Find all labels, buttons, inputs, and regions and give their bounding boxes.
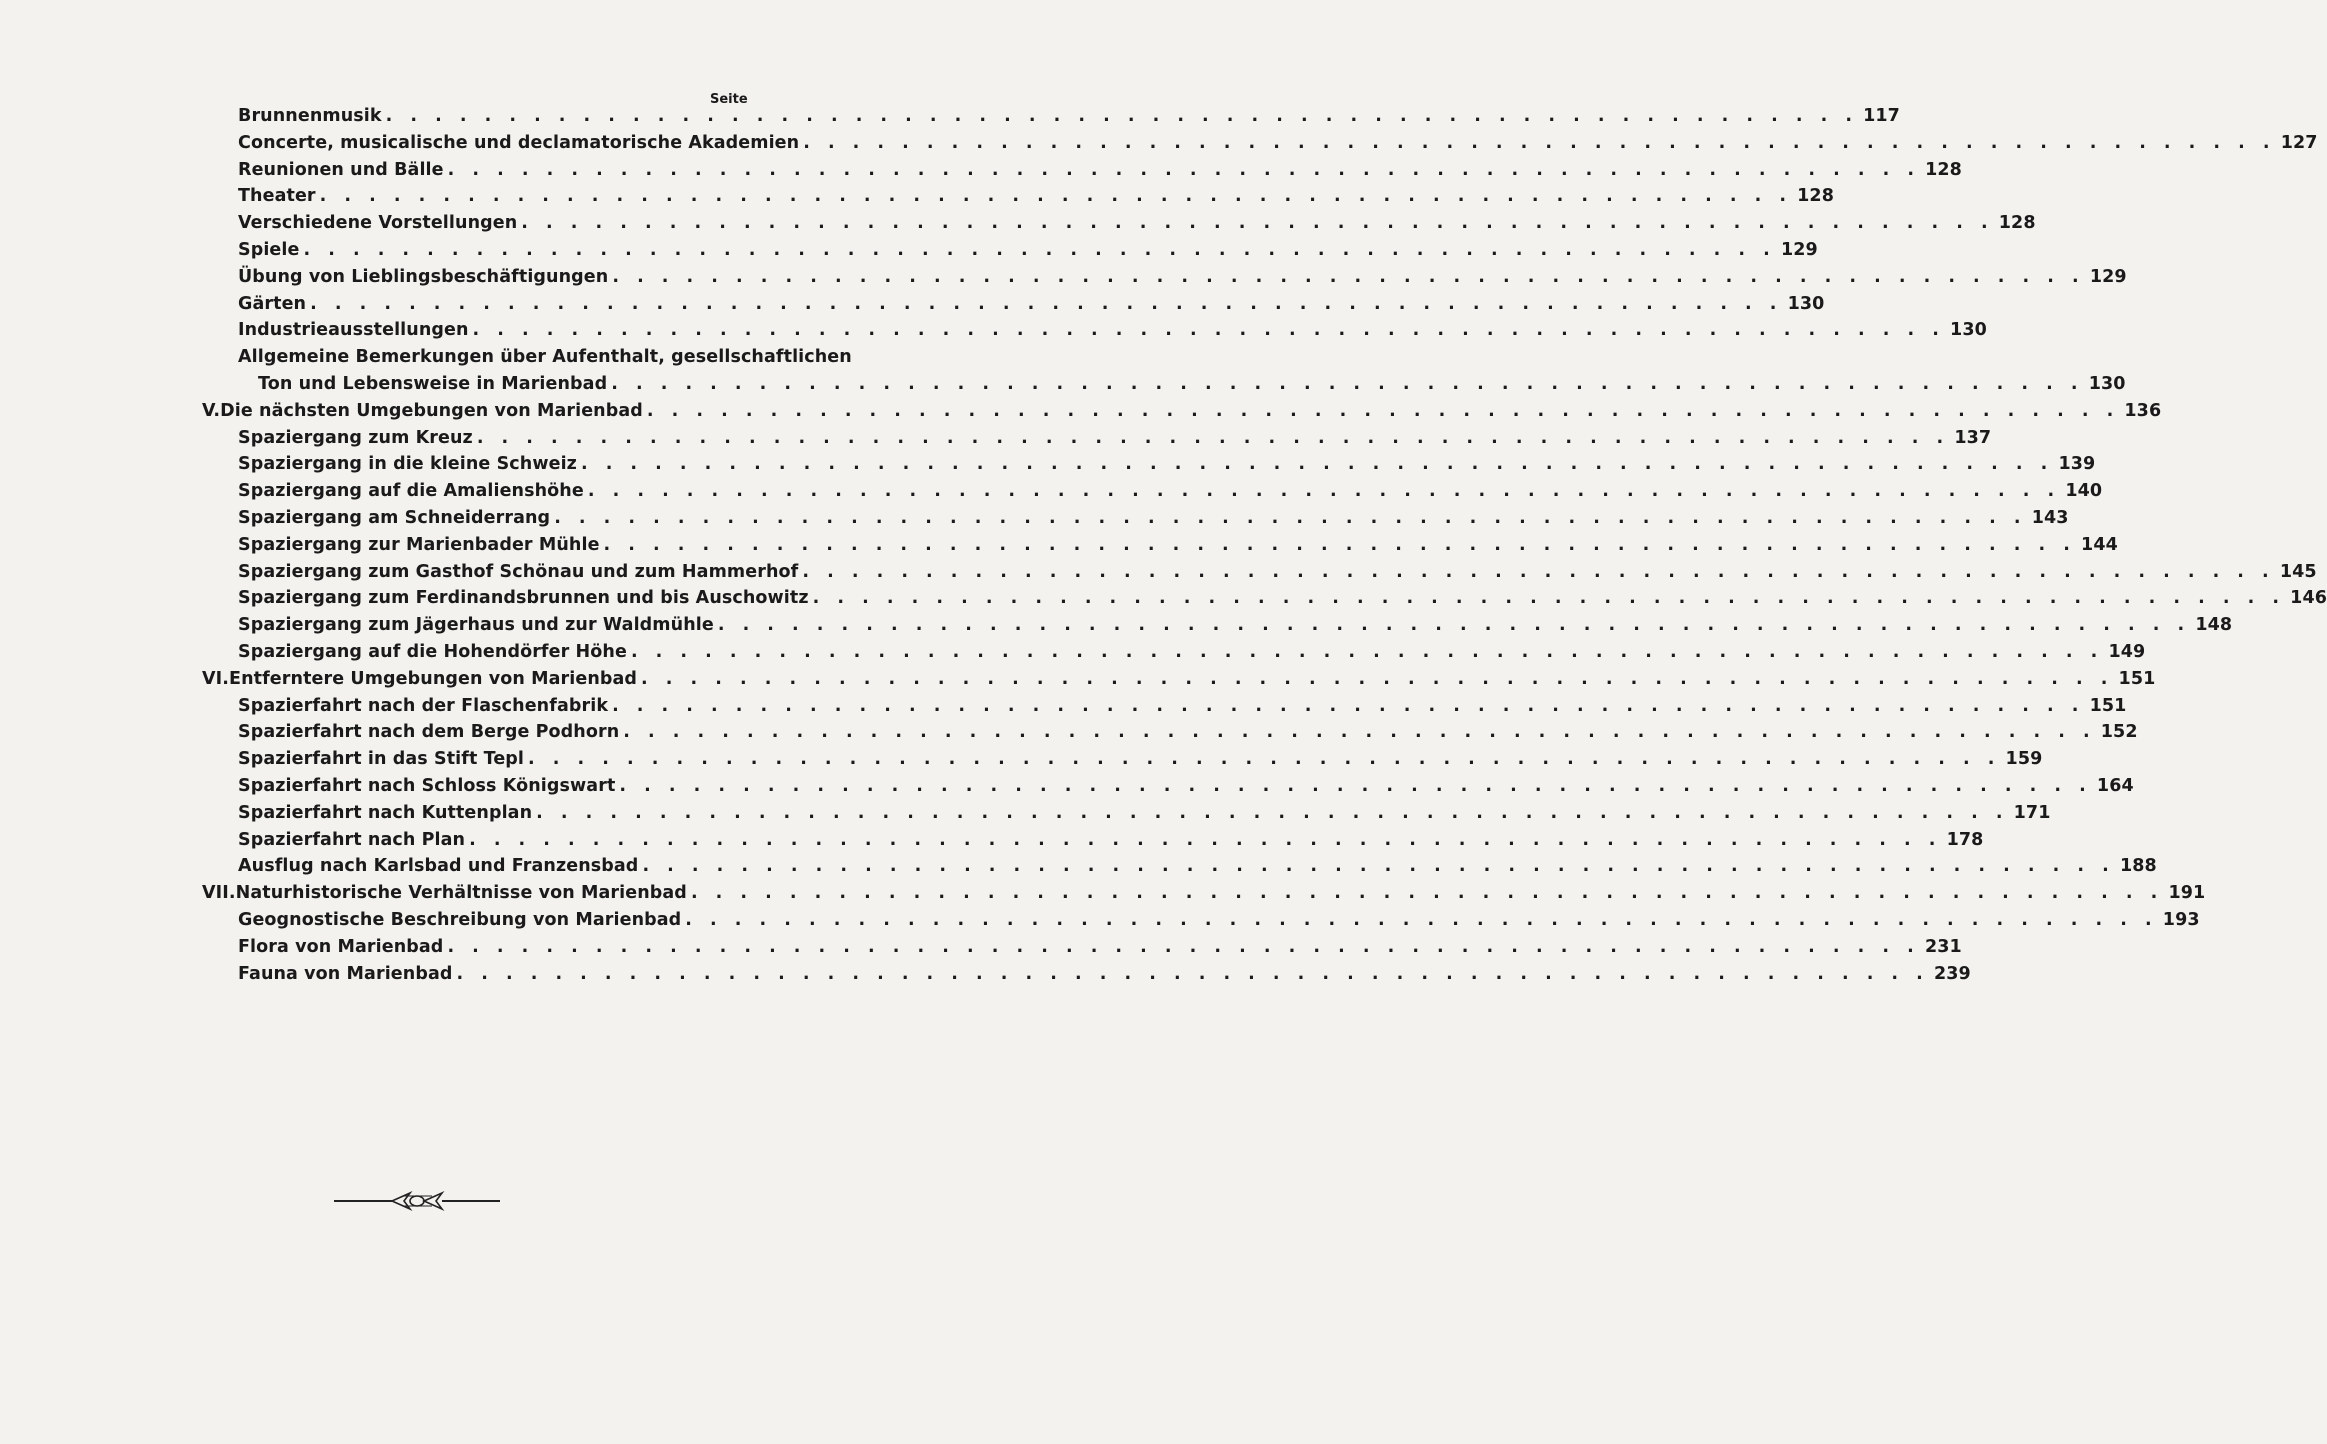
dot-leader: . . . . . . . . . . . . . . . . . . . . . . . . . . . . . . . . . . . . . . . . . . . . . . . . . . . . . . . . . . . .: [456, 963, 1929, 984]
toc-entry: [238, 613, 2233, 638]
section-number: VI.: [202, 668, 230, 689]
dot-leader: . . . . . . . . . . . . . . . . . . . . . . . . . . . . . . . . . . . . . . . . . . . . . . . . . . . . . . . . . . . .: [717, 615, 2191, 636]
page-number: 171: [2013, 802, 2051, 823]
toc-entry: [238, 774, 2134, 799]
dot-leader: . . . . . . . . . . . . . . . . . . . . . . . . . . . . . . . . . . . . . . . . . . . . . . . . . . . . . . . . . . . .: [623, 722, 2096, 743]
page-column-header: Seite: [710, 92, 748, 107]
toc-entry: [238, 211, 2036, 236]
page-number: 145: [2279, 561, 2317, 582]
dot-leader: . . . . . . . . . . . . . . . . . . . . . . . . . . . . . . . . . . . . . . . . . . . . . . . . . . . . . . . . . . . .: [447, 159, 1920, 180]
page-number: 151: [2089, 695, 2127, 716]
entry-title: Spaziergang auf die Amalienshöhe: [238, 481, 584, 502]
entry-title: Allgemeine Bemerkungen über Aufenthalt, gesellschaftlichen: [238, 347, 852, 368]
entry-title: Geognostische Beschreibung von Marienbad: [238, 910, 682, 930]
toc-entry: [238, 908, 2200, 933]
entry-title: Brunnenmusik: [238, 106, 382, 126]
toc-entry: [238, 104, 1900, 129]
toc-entry: [238, 131, 2318, 156]
page-number: 130: [1950, 320, 1987, 341]
dot-leader: . . . . . . . . . . . . . . . . . . . . . . . . . . . . . . . . . . . . . . . . . . . . . . . . . . . . . . . . . . . .: [554, 508, 2027, 528]
entry-title: Spazierfahrt nach dem Berge Podhorn: [238, 722, 620, 743]
entry-title: Die nächsten Umgebungen von Marienbad: [220, 400, 643, 421]
dot-leader: . . . . . . . . . . . . . . . . . . . . . . . . . . . . . . . . . . . . . . . . . . . . . . . . . . . . . . . . . . . .: [603, 534, 2076, 555]
dot-leader: . . . . . . . . . . . . . . . . . . . . . . . . . . . . . . . . . . . . . . . . . . . . . . . . . . . . . . . . . . . .: [469, 829, 1942, 850]
page-number: 164: [2096, 776, 2134, 796]
dot-leader: . . . . . . . . . . . . . . . . . . . . . . . . . . . . . . . . . . . . . . . . . . . . . . . . . . . . . . . . . . . .: [310, 293, 1783, 314]
page-number: 144: [2081, 534, 2118, 555]
page-number: 239: [1933, 963, 1971, 984]
toc-entry: [238, 292, 1825, 317]
dot-leader: . . . . . . . . . . . . . . . . . . . . . . . . . . . . . . . . . . . . . . . . . . . . . . . . . . . . . . . . . . . .: [580, 454, 2054, 475]
page-number: 127: [2280, 132, 2318, 153]
toc-entry: [238, 828, 1984, 853]
page-number: 178: [1946, 829, 1984, 850]
page-number: 139: [2058, 454, 2096, 475]
toc-entry: [238, 506, 2069, 531]
dot-leader: . . . . . . . . . . . . . . . . . . . . . . . . . . . . . . . . . . . . . . . . . . . . . . . . . . . . . . . . . . . .: [642, 856, 2115, 877]
page-number: 140: [2065, 481, 2103, 502]
entry-title: Spazierfahrt nach der Flaschenfabrik: [238, 695, 609, 716]
dot-leader: . . . . . . . . . . . . . . . . . . . . . . . . . . . . . . . . . . . . . . . . . . . . . . . . . . . . . . . . . . . .: [476, 427, 1950, 448]
toc-entry: [238, 184, 1834, 209]
entry-title: Gärten: [238, 293, 307, 314]
dot-leader: . . . . . . . . . . . . . . . . . . . . . . . . . . . . . . . . . . . . . . . . . . . . . . . . . . . . . . . . . . . .: [612, 266, 2085, 287]
ornament-icon: [332, 1186, 502, 1216]
entry-title: Verschiedene Vorstellungen: [238, 213, 518, 234]
dot-leader: . . . . . . . . . . . . . . . . . . . . . . . . . . . . . . . . . . . . . . . . . . . . . . . . . . . . . . . . . . . .: [646, 400, 2120, 421]
page-number: 148: [2195, 615, 2233, 636]
dot-leader: . . . . . . . . . . . . . . . . . . . . . . . . . . . . . . . . . . . . . . . . . . . . . . . . . . . . . . . . . . . .: [802, 561, 2275, 582]
toc-entry: [238, 801, 2051, 826]
dot-leader: . . . . . . . . . . . . . . . . . . . . . . . . . . . . . . . . . . . . . . . . . . . . . . . . . . . . . . . . . . . .: [641, 668, 2114, 689]
dot-leader: . . . . . . . . . . . . . . . . . . . . . . . . . . . . . . . . . . . . . . . . . . . . . . . . . . . . . . . . . . . .: [690, 883, 2164, 904]
toc-entry: [202, 881, 2206, 906]
page-number: 130: [1787, 293, 1825, 314]
dot-leader: . . . . . . . . . . . . . . . . . . . . . . . . . . . . . . . . . . . . . . . . . . . . . . . . . . . . . . . . . . . .: [521, 213, 1994, 234]
entry-title: Industrieausstellungen: [238, 320, 469, 341]
dot-leader: . . . . . . . . . . . . . . . . . . . . . . . . . . . . . . . . . . . . . . . . . . . . . . . . . . . . . . . . . . . .: [472, 320, 1945, 341]
toc-entry: [238, 452, 2096, 477]
dot-leader: . . . . . . . . . . . . . . . . . . . . . . . . . . . . . . . . . . . . . . . . . . . . . . . . . . . . . . . . . . . .: [319, 186, 1792, 207]
page-number: 151: [2118, 668, 2156, 689]
entry-title: Reunionen und Bälle: [238, 159, 444, 180]
toc-entry: [238, 560, 2317, 585]
section-number: V.: [202, 400, 221, 421]
dot-leader: . . . . . . . . . . . . . . . . . . . . . . . . . . . . . . . . . . . . . . . . . . . . . . . . . . . . . . . . . . . .: [612, 695, 2085, 716]
toc-entry: [238, 158, 1962, 183]
page-number: 137: [1954, 427, 1992, 448]
entry-title: Concerte, musicalische und declamatorische Akademien: [238, 132, 800, 153]
dot-leader: . . . . . . . . . . . . . . . . . . . . . . . . . . . . . . . . . . . . . . . . . . . . . . . . . . . . . . . . . . . .: [630, 642, 2104, 662]
entry-title: Theater: [238, 186, 316, 207]
toc-entry: [238, 318, 1987, 343]
page-number: 128: [1998, 213, 2036, 234]
entry-title: Ton und Lebensweise in Marienbad: [258, 374, 608, 394]
dot-leader: . . . . . . . . . . . . . . . . . . . . . . . . . . . . . . . . . . . . . . . . . . . . . . . . . . . . . . . . . . . .: [812, 588, 2286, 609]
toc-entry: [238, 747, 2043, 772]
page-number: 152: [2100, 722, 2138, 743]
page-number: 143: [2031, 508, 2069, 528]
entry-title: Entferntere Umgebungen von Marienbad: [229, 668, 638, 689]
toc-entry: [238, 238, 1818, 263]
page-number: 231: [1924, 936, 1962, 957]
page-number: 136: [2124, 400, 2162, 421]
entry-title: Spaziergang in die kleine Schweiz: [238, 454, 577, 475]
dot-leader: . . . . . . . . . . . . . . . . . . . . . . . . . . . . . . . . . . . . . . . . . . . . . . . . . . . . . . . . . . . .: [587, 481, 2061, 502]
entry-title: Ausflug nach Karlsbad und Franzensbad: [238, 856, 639, 877]
toc-entry: [238, 586, 2327, 611]
page-number: 117: [1863, 106, 1900, 126]
page-number: 129: [1780, 240, 1818, 260]
entry-title: Spaziergang am Schneiderrang: [238, 508, 551, 528]
page-number: 146: [2290, 588, 2327, 609]
dot-leader: . . . . . . . . . . . . . . . . . . . . . . . . . . . . . . . . . . . . . . . . . . . . . . . . . . . . . . . . . . . .: [619, 776, 2092, 796]
entry-title: Spazierfahrt nach Schloss Königswart: [238, 776, 616, 796]
page-number: 128: [1797, 186, 1834, 207]
entry-title: Spaziergang zur Marienbader Mühle: [238, 534, 600, 555]
toc-entry: [238, 265, 2127, 290]
toc-entry: [238, 479, 2103, 504]
section-number: VII.: [202, 883, 236, 904]
dot-leader: . . . . . . . . . . . . . . . . . . . . . . . . . . . . . . . . . . . . . . . . . . . . . . . . . . . . . . . . . . . .: [303, 240, 1776, 260]
entry-title: Fauna von Marienbad: [238, 963, 453, 984]
toc-entry: [238, 640, 2146, 665]
dot-leader: . . . . . . . . . . . . . . . . . . . . . . . . . . . . . . . . . . . . . . . . . . . . . . . . . . . . . . . . . . . .: [528, 749, 2001, 770]
dot-leader: . . . . . . . . . . . . . . . . . . . . . . . . . . . . . . . . . . . . . . . . . . . . . . . . . . . . . . . . . . . .: [685, 910, 2158, 930]
entry-title: Spaziergang auf die Hohendörfer Höhe: [238, 642, 627, 662]
toc-entry: [238, 426, 1992, 451]
toc-entry: [202, 667, 2156, 692]
page-number: 128: [1925, 159, 1962, 180]
toc-entry: [258, 372, 2126, 397]
entry-title: Spaziergang zum Gasthof Schönau und zum Hammerhof: [238, 561, 799, 582]
entry-title: Spazierfahrt nach Kuttenplan: [238, 802, 533, 823]
page-number: 129: [2089, 266, 2127, 287]
dot-leader: . . . . . . . . . . . . . . . . . . . . . . . . . . . . . . . . . . . . . . . . . . . . . . . . . . . . . . . . . . . .: [447, 936, 1920, 957]
toc-entry: [238, 345, 852, 370]
page-number: 159: [2005, 749, 2043, 770]
page-number: 130: [2088, 374, 2126, 394]
page-number: 193: [2162, 910, 2200, 930]
toc-entry: [202, 399, 2162, 424]
entry-title: Spaziergang zum Jägerhaus und zur Waldmühle: [238, 615, 714, 636]
toc-entry: [238, 935, 1962, 960]
dot-leader: . . . . . . . . . . . . . . . . . . . . . . . . . . . . . . . . . . . . . . . . . . . . . . . . . . . . . . . . . . . .: [536, 802, 2009, 823]
page-number: 191: [2168, 883, 2206, 904]
page-number: 149: [2108, 642, 2146, 662]
toc-entry: [238, 854, 2157, 879]
entry-title: Übung von Lieblingsbeschäftigungen: [238, 266, 609, 287]
toc-entry: [238, 533, 2118, 558]
toc-entry: [238, 720, 2138, 745]
entry-title: Spazierfahrt in das Stift Tepl: [238, 749, 525, 770]
entry-title: Spazierfahrt nach Plan: [238, 829, 466, 850]
entry-title: Naturhistorische Verhältnisse von Marienbad: [235, 883, 687, 904]
entry-title: Spaziergang zum Ferdinandsbrunnen und bis Auschowitz: [238, 588, 809, 609]
toc-entry: [238, 962, 1971, 987]
page-number: 188: [2119, 856, 2157, 877]
entry-title: Flora von Marienbad: [238, 936, 444, 957]
toc-entry: [238, 694, 2127, 719]
dot-leader: . . . . . . . . . . . . . . . . . . . . . . . . . . . . . . . . . . . . . . . . . . . . . . . . . . . . . . . . . . . .: [385, 106, 1858, 126]
dot-leader: . . . . . . . . . . . . . . . . . . . . . . . . . . . . . . . . . . . . . . . . . . . . . . . . . . . . . . . . . . . .: [803, 132, 2276, 153]
entry-title: Spiele: [238, 240, 300, 260]
dot-leader: . . . . . . . . . . . . . . . . . . . . . . . . . . . . . . . . . . . . . . . . . . . . . . . . . . . . . . . . . . . .: [611, 374, 2084, 394]
entry-title: Spaziergang zum Kreuz: [238, 427, 473, 448]
